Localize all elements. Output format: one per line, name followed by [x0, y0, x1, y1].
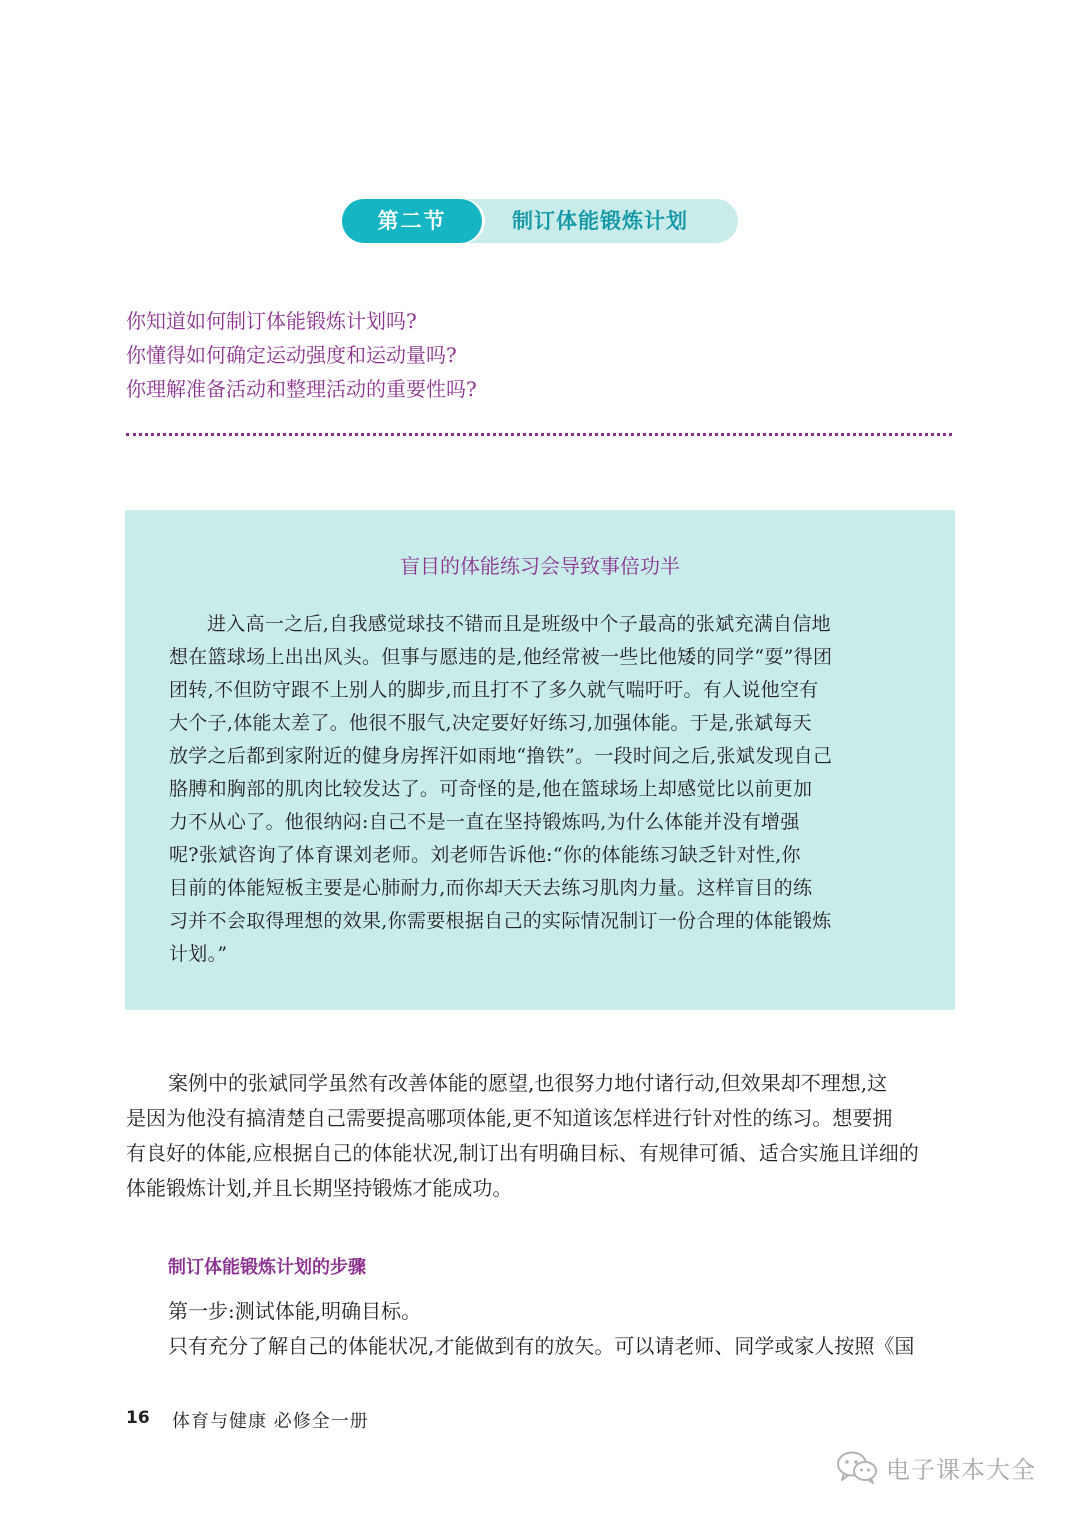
case-title: 盲目的体能练习会导致事倍功半 [400, 554, 680, 578]
case-line: 大个子,体能太差了。他很不服气,决定要好好练习,加强体能。于是,张斌每天 [169, 712, 812, 734]
case-line: 想在篮球场上出出风头。但事与愿违的是,他经常被一些比他矮的同学“耍”得团 [169, 646, 833, 668]
section-header [342, 199, 738, 243]
case-line: 进入高一之后,自我感觉球技不错而且是班级中个子最高的张斌充满自信地 [207, 613, 831, 635]
case-line: 计划。” [169, 943, 228, 965]
case-body [169, 608, 913, 971]
case-line: 目前的体能短板主要是心肺耐力,而你却天天去练习肌肉力量。这样盲目的练 [169, 877, 813, 899]
section-number: 第二节 [377, 209, 447, 233]
case-line: 力不从心了。他很纳闷:自己不是一直在坚持锻炼吗,为什么体能并没有增强 [169, 811, 800, 833]
paragraph-line: 是因为他没有搞清楚自己需要提高哪项体能,更不知道该怎样进行针对性的练习。想要拥 [126, 1106, 893, 1130]
case-line: 呢?张斌咨询了体育课刘老师。刘老师告诉他:“你的体能练习缺乏针对性,你 [169, 844, 801, 866]
intro-question: 你知道如何制订体能锻炼计划吗? [126, 309, 417, 333]
wechat-icon [836, 1450, 878, 1484]
step-text [168, 1294, 958, 1364]
main-paragraph [126, 1066, 956, 1206]
intro-question: 你理解准备活动和整理活动的重要性吗? [126, 377, 477, 401]
steps-heading: 制订体能锻炼计划的步骤 [168, 1257, 366, 1278]
case-line: 团转,不但防守跟不上别人的脚步,而且打不了多久就气喘吁吁。有人说他空有 [169, 679, 819, 701]
paragraph-line: 体能锻炼计划,并且长期坚持锻炼才能成功。 [126, 1176, 513, 1200]
case-line: 放学之后都到家附近的健身房挥汗如雨地“撸铁”。一段时间之后,张斌发现自己 [169, 745, 833, 767]
step-title: 第一步:测试体能,明确目标。 [168, 1299, 422, 1323]
watermark-text: 电子课本大全 [886, 1455, 1036, 1484]
paragraph-line: 有良好的体能,应根据自己的体能状况,制订出有明确目标、有规律可循、适合实施且详细的 [126, 1141, 919, 1165]
step-description: 只有充分了解自己的体能状况,才能做到有的放矢。可以请老师、同学或家人按照《国 [168, 1334, 915, 1358]
intro-questions [126, 304, 946, 406]
section-title: 制订体能锻炼计划 [512, 209, 688, 233]
intro-question: 你懂得如何确定运动强度和运动量吗? [126, 343, 457, 367]
paragraph-line: 案例中的张斌同学虽然有改善体能的愿望,也很努力地付诸行动,但效果却不理想,这 [168, 1071, 888, 1095]
case-line: 胳膊和胸部的肌肉比较发达了。可奇怪的是,他在篮球场上却感觉比以前更加 [169, 778, 813, 800]
page-number: 16 [126, 1408, 150, 1428]
case-box [125, 510, 955, 1010]
case-line: 习并不会取得理想的效果,你需要根据自己的实际情况制订一份合理的体能锻炼 [169, 910, 832, 932]
book-title: 体育与健康 必修全一册 [172, 1411, 369, 1432]
dotted-divider [126, 433, 952, 436]
watermark [836, 1447, 1036, 1487]
